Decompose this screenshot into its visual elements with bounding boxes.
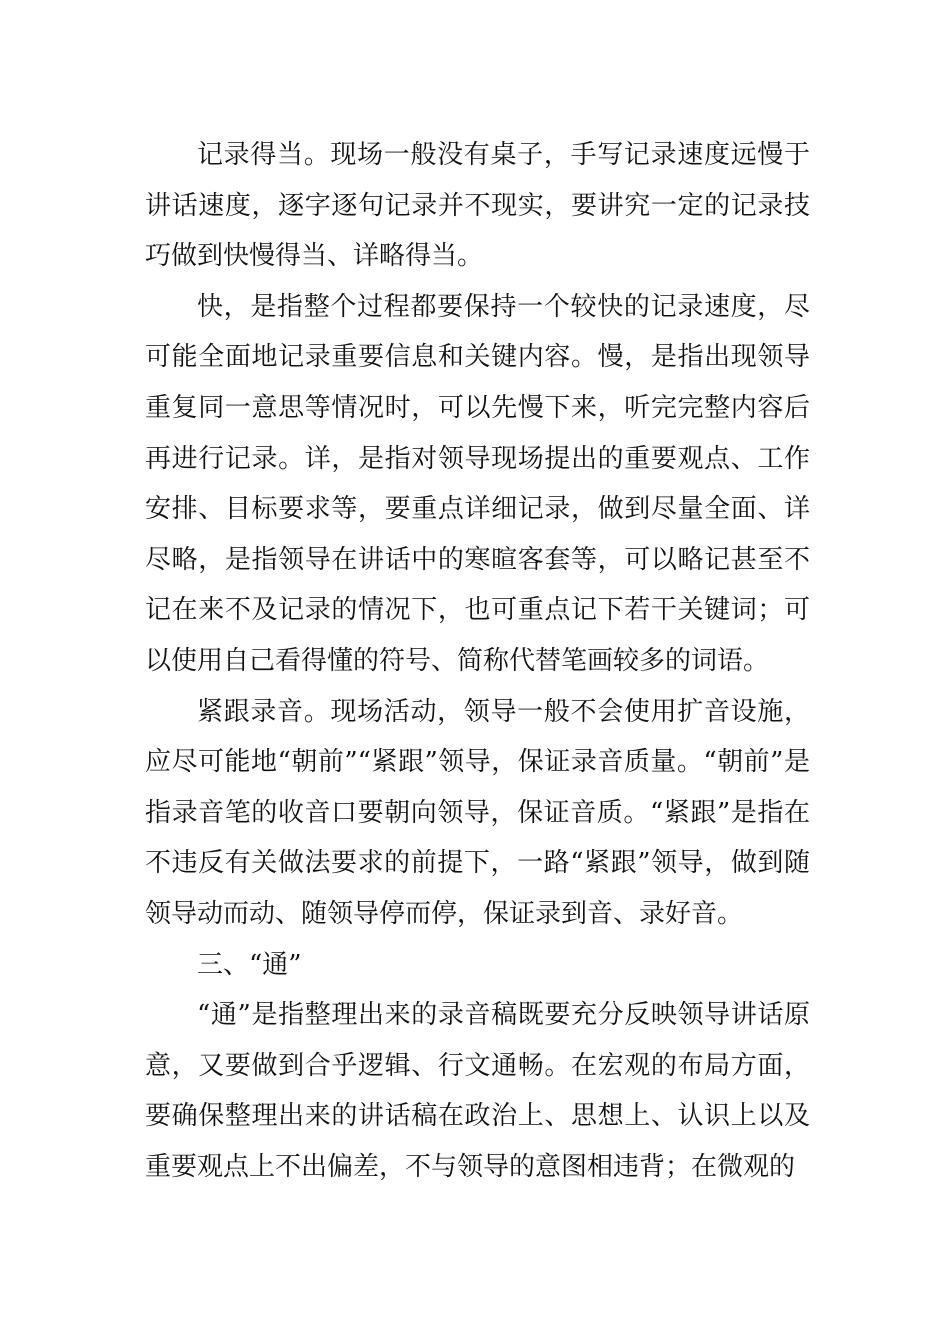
paragraph-tong-definition: “通”是指整理出来的录音稿既要充分反映领导讲话原意，又要做到合乎逻辑、行文通畅。在宏观的布局方面，要确保整理出来的讲话稿在政治上、思想上、认识上以及重要观点上不出偏差，不与领导的意图相违背；在微观的 [145,1000,810,1182]
paragraph-fast-slow-detail: 快，是指整个过程都要保持一个较快的记录速度，尽可能全面地记录重要信息和关键内容。慢，是指出现领导重复同一意思等情况时，可以先慢下来，听完完整内容后再进行记录。详，是指对领导现场提出的重要观点、工作安排、目标要求等，要重点详细记录，做到尽量全面、详尽略，是指领导在讲话中的寒暄客套等，可以略记甚至不记在来不及记录的情况下，也可重点记下若干关键词；可以使用自己看得懂的符号、简称代替笔画较多的词语。 [145,291,810,676]
document-body [145,130,810,1192]
section-heading-tong: 三、“通” [197,949,302,980]
paragraph-follow-recording: 紧跟录音。现场活动，领导一般不会使用扩音设施，应尽可能地“朝前”“紧跟”领导，保证录音质量。“朝前”是指录音笔的收音口要朝向领导，保证音质。“紧跟”是指在不违反有关做法要求的前提下，一路“紧跟”领导，做到随领导动而动、随领导停而停，保证录到音、录好音。 [145,696,810,929]
paragraph-recording-properly: 记录得当。现场一般没有桌子，手写记录速度远慢于讲话速度，逐字逐句记录并不现实，要讲究一定的记录技巧做到快慢得当、详略得当。 [145,140,810,272]
